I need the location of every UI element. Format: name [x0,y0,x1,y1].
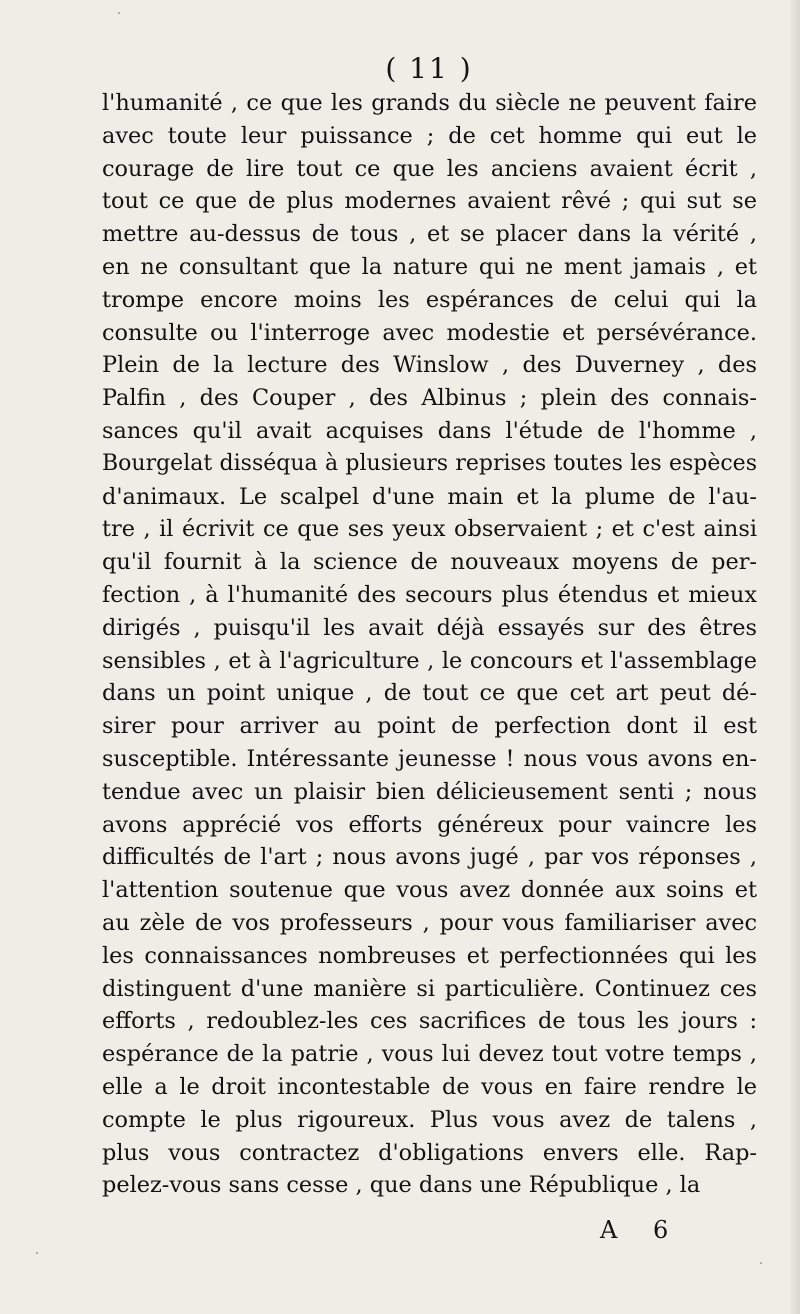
text-line: dans un point unique , de tout ce que cet art peut dé- [102,680,757,707]
text-line: fection , à l'humanité des secours plus étendus et mieux [102,581,757,608]
text-line: avons apprécié vos efforts généreux pour vaincre les [102,811,757,838]
text-line: trompe encore moins les espérances de celui qui la [102,286,757,313]
text-line: dirigés , puisqu'il les avait déjà essayés sur des êtres [102,614,757,641]
text-line: l'humanité , ce que les grands du siècle ne peuvent faire [102,90,757,116]
text-line: consulte ou l'interroge avec modestie et persévérance. [102,319,757,346]
text-line: difficultés de l'art ; nous avons jugé , par vos réponses , [102,844,757,871]
text-line: efforts , redoublez-les ces sacrifices de tous les jours : [102,1008,757,1035]
text-line: Plein de la lecture des Winslow , des Duverney , des [102,352,757,379]
text-line: Bourgelat disséqua à plusieurs reprises toutes les espèces [102,450,757,476]
text-line: sirer pour arriver au point de perfection dont il est [102,713,757,740]
text-line: tout ce que de plus modernes avaient rêvé ; qui sut se [102,188,757,215]
text-line: mettre au-dessus de tous , et se placer dans la vérité , [102,221,757,248]
text-line: tre , il écrivit ce que ses yeux observaient ; et c'est ainsi [102,516,757,543]
text-line: distinguent d'une manière si particulière. Continuez ces [102,975,757,1002]
text-line: susceptible. Intéressante jeunesse ! nous vous avons en- [102,745,757,772]
text-line: d'animaux. Le scalpel d'une main et la plume de l'au- [102,483,757,510]
text-line: tendue avec un plaisir bien délicieusement senti ; nous [102,778,757,805]
paper-speck [36,1252,38,1254]
body-text [102,87,757,1202]
paper-speck [760,1262,762,1264]
page-edge-shadow [790,0,800,1314]
text-line: Palfin , des Couper , des Albinus ; plein des connais- [102,385,757,412]
text-line: courage de lire tout ce que les anciens avaient écrit , [102,155,757,182]
text-line: l'attention soutenue que vous avez donnée aux soins et [102,877,757,904]
page-number: ( 11 ) [385,52,473,85]
text-line: sances qu'il avait acquises dans l'étude de l'homme , [102,417,757,444]
text-line: elle a le droit incontestable de vous en faire rendre le [102,1073,757,1100]
text-line: en ne consultant que la nature qui ne ment jamais , et [102,253,757,280]
text-line: plus vous contractez d'obligations envers elle. Rap- [102,1139,757,1166]
text-line: qu'il fournit à la science de nouveaux moyens de per- [102,549,757,576]
text-line: pelez-vous sans cesse , que dans une République , la [102,1172,701,1199]
text-line: compte le plus rigoureux. Plus vous avez de talens , [102,1106,757,1133]
text-line: les connaissances nombreuses et perfectionnées qui les [102,942,757,969]
paper-speck [118,12,120,14]
text-line: espérance de la patrie , vous lui devez tout votre temps , [102,1041,757,1068]
text-line: au zèle de vos professeurs , pour vous familiariser avec [102,909,757,936]
signature-mark: A 6 [600,1216,683,1244]
text-line: avec toute leur puissance ; de cet homme qui eut le [102,122,757,149]
text-line: sensibles , et à l'agriculture , le concours et l'assemblage [102,647,757,674]
